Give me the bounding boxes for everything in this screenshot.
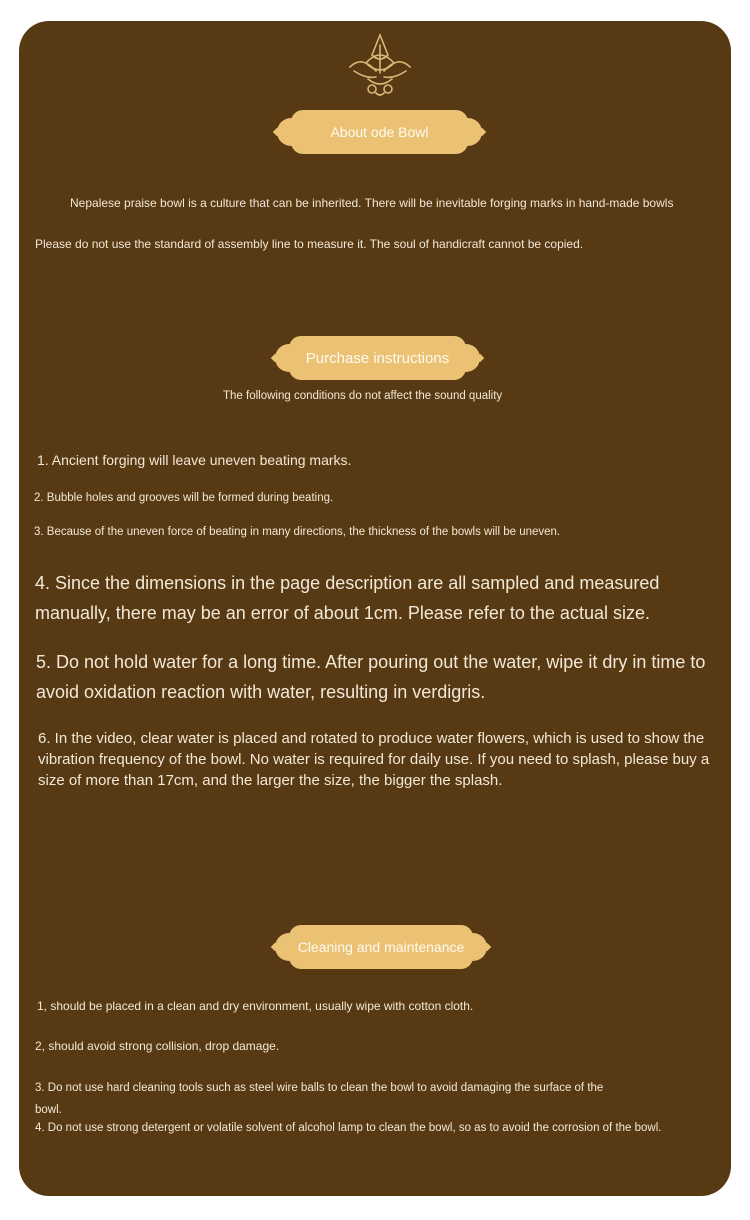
cleaning-item: 2, should avoid strong collision, drop damage.: [35, 1039, 280, 1053]
lotus-icon: [346, 33, 414, 99]
purchase-item: 4. Since the dimensions in the page description are all sampled and measured manually, there may be an error of about 1cm. Please refer to the actual size.: [35, 573, 660, 623]
purchase-heading-badge: [275, 336, 480, 380]
cleaning-heading-badge: [275, 925, 487, 969]
info-card: [19, 21, 731, 1196]
about-heading-badge: [277, 110, 482, 154]
cleaning-item: 3. Do not use hard cleaning tools such as steel wire balls to clean the bowl to avoid damaging the surface of the bowl.: [35, 1082, 604, 1116]
purchase-heading: Purchase instructions: [305, 349, 450, 367]
cleaning-heading: Cleaning and maintenance: [297, 939, 465, 955]
purchase-subtitle: The following conditions do not affect the sound quality: [223, 390, 503, 402]
about-paragraph-1: Nepalese praise bowl is a culture that can be inherited. There will be inevitable forging marks in hand-made bowls: [70, 196, 674, 210]
purchase-item: 3. Because of the uneven force of beating in many directions, the thickness of the bowls will be uneven.: [34, 526, 561, 538]
cleaning-item: 1, should be placed in a clean and dry environment, usually wipe with cotton cloth.: [37, 999, 474, 1013]
about-paragraph-2: Please do not use the standard of assembly line to measure it. The soul of handicraft cannot be copied.: [35, 237, 584, 251]
cleaning-item: 4. Do not use strong detergent or volatile solvent of alcohol lamp to clean the bowl, so as to avoid the corrosion of the bowl.: [35, 1122, 662, 1134]
purchase-item: 6. In the video, clear water is placed and rotated to produce water flowers, which is used to show the vibration frequency of the bowl. No water is required for daily use. If you need to splash, please buy a size of more than 17cm, and the larger the size, the bigger the splash.: [38, 730, 710, 789]
about-heading: About ode Bowl: [330, 124, 429, 140]
purchase-item: 5. Do not hold water for a long time. After pouring out the water, wipe it dry in time to avoid oxidation reaction with water, resulting in verdigris.: [36, 652, 706, 702]
purchase-item: 1. Ancient forging will leave uneven beating marks.: [37, 452, 352, 468]
purchase-item: 2. Bubble holes and grooves will be formed during beating.: [34, 492, 334, 504]
